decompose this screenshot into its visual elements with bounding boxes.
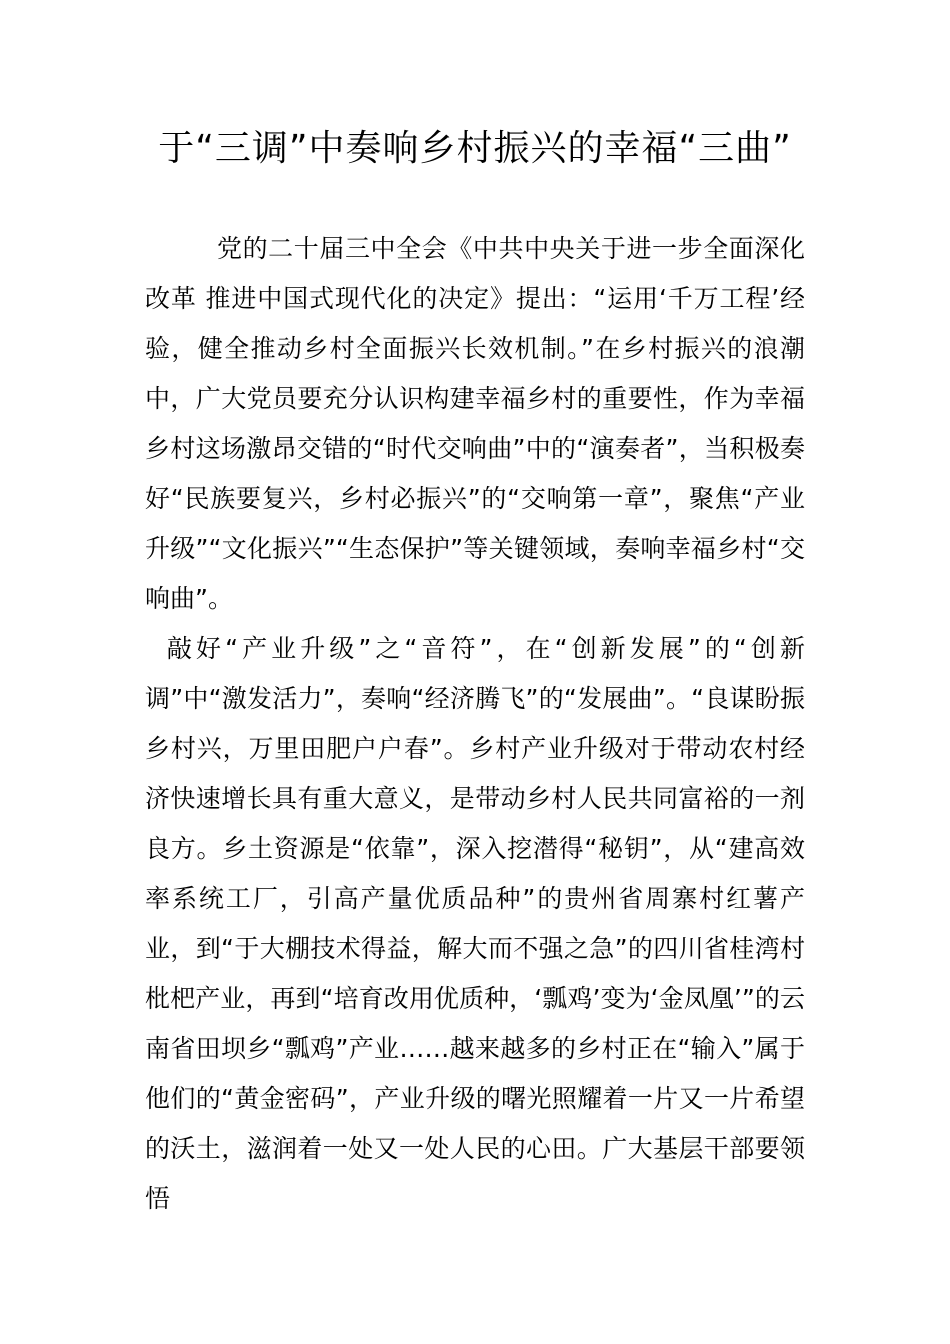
document-title: 于“三调”中奏响乡村振兴的幸福“三曲” xyxy=(158,128,792,169)
paragraph-intro: 党的二十届三中全会《中共中央关于进一步全面深化改革 推进中国式现代化的决定》提出：“运用‘千万工程’经验，健全推动乡村全面振兴长效机制。”在乡村振兴的浪潮中，广大党员要充分认识构建幸福乡村的重要性，作为幸福乡村这场激昂交错的“时代交响曲”中的“演奏者”，当积极奏好“民族要复兴，乡村必振兴”的“交响第一章”，聚焦“产业升级”“文化振兴”“生态保护”等关键领域，奏响幸福乡村“交响曲”。 xyxy=(145,234,805,613)
paragraph-industry-upgrade: 敲好“产业升级”之“音符”，在“创新发展”的“创新调”中“激发活力”，奏响“经济腾飞”的“发展曲”。“良谋盼振乡村兴，万里田肥户户春”。乡村产业升级对于带动农村经济快速增长具有重大意义，是带动乡村人民共同富裕的一剂良方。乡土资源是“依靠”，深入挖潜得“秘钥”，从“建高效率系统工厂，引高产量优质品种”的贵州省周寨村红薯产业，到“于大棚技术得益，解大而不强之急”的四川省桂湾村枇杷产业，再到“培育改用优质种，‘瓢鸡’变为‘金凤凰’”的云南省田坝乡“瓢鸡”产业……越来越多的乡村正在“输入”属于他们的“黄金密码”，产业升级的曙光照耀着一片又一片希望的沃土，滋润着一处又一处人民的心田。广大基层干部要领悟 xyxy=(145,634,805,1213)
document-body xyxy=(145,224,805,1224)
